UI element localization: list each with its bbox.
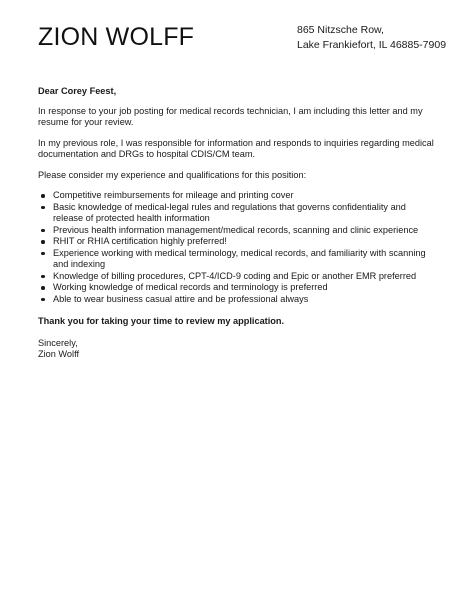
list-item <box>38 271 436 283</box>
address-line-2: Lake Frankiefort, IL 46885-7909 <box>297 39 447 51</box>
list-item-text: Basic knowledge of medical-legal rules and regulations that governs confidentiality and release of protected health information <box>53 201 406 223</box>
list-item <box>38 225 436 237</box>
bullet-icon <box>41 229 45 233</box>
list-item-text: Experience working with medical terminology, medical records, and familiarity with scanning and indexing <box>53 247 426 269</box>
letter-header <box>38 22 454 78</box>
letter-body <box>38 86 436 361</box>
list-item <box>38 190 436 202</box>
bullet-icon <box>41 240 45 244</box>
signoff: Sincerely, <box>38 337 78 348</box>
list-item-text: Able to wear business casual attire and be professional always <box>53 293 309 304</box>
list-item <box>38 202 436 225</box>
list-item-text: Previous health information management/medical records, scanning and clinic experience <box>53 224 419 235</box>
closing-statement: Thank you for taking your time to review my application. <box>38 316 285 326</box>
address-line-1: 865 Nitzsche Row, <box>297 24 384 36</box>
paragraph-intro: In response to your job posting for medical records technician, I am including this letter and my resume for your review. <box>38 105 423 127</box>
list-item-text: Knowledge of billing procedures, CPT-4/ICD-9 coding and Epic or another EMR preferred <box>53 270 417 281</box>
list-item <box>38 282 436 294</box>
list-item <box>38 248 436 271</box>
list-item-text: Working knowledge of medical records and terminology is preferred <box>53 282 328 292</box>
list-item <box>38 294 436 306</box>
applicant-address <box>297 23 446 53</box>
signature-name: Zion Wolff <box>38 349 80 359</box>
salutation: Dear Corey Feest, <box>38 86 117 96</box>
list-item <box>38 236 436 248</box>
bullet-icon <box>41 275 45 279</box>
qualifications-list <box>38 190 436 305</box>
list-item-text: Competitive reimbursements for mileage and printing cover <box>53 190 294 200</box>
applicant-name: ZION WOLFF <box>38 23 195 51</box>
paragraph-previous-role: In my previous role, I was responsible for information and responds to inquiries regarding medical documentation and DRGs to hospital CDIS/CM team. <box>38 137 434 159</box>
list-item-text: RHIT or RHIA certification highly preferred! <box>53 236 227 246</box>
bullet-icon <box>41 252 45 256</box>
paragraph-qualifications-intro: Please consider my experience and qualifications for this position: <box>38 169 307 180</box>
bullet-icon <box>41 194 45 198</box>
bullet-icon <box>41 286 45 290</box>
bullet-icon <box>41 206 45 210</box>
bullet-icon <box>41 298 45 302</box>
